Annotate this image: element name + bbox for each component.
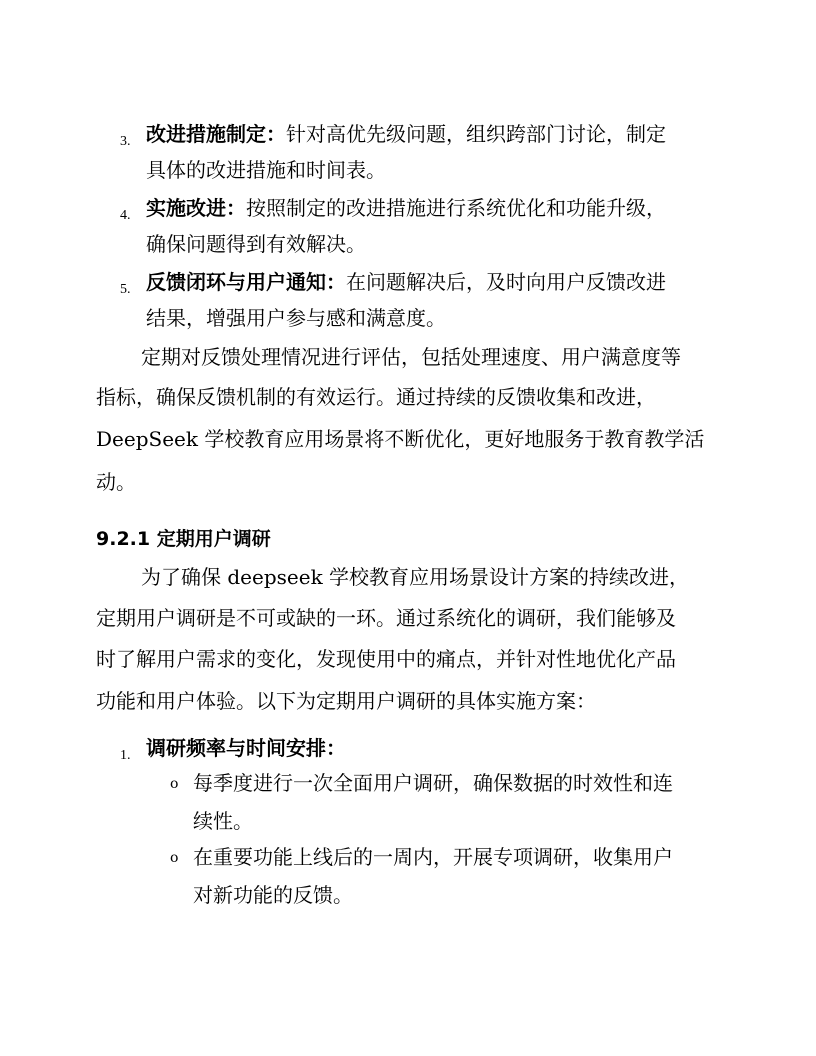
bullet-text: 在重要功能上线后的一周内，开展专项调研，收集用户 — [193, 845, 673, 869]
bullet-text: 每季度进行一次全面用户调研，确保数据的时效性和连 — [193, 771, 673, 795]
item-text-cont: 结果，增强用户参与感和满意度。 — [146, 306, 446, 330]
paragraph-line: 定期对反馈处理情况进行评估，包括处理速度、用户满意度等 — [141, 345, 681, 369]
list-number: 1. — [120, 748, 131, 763]
item-text: 按照制定的改进措施进行系统优化和功能升级， — [246, 196, 666, 220]
item-text: 在问题解决后，及时向用户反馈改进 — [346, 270, 666, 294]
paragraph-line: 时了解用户需求的变化，发现使用中的痛点，并针对性地优化产品 — [96, 647, 676, 671]
item-text: 针对高优先级问题，组织跨部门讨论，制定 — [286, 122, 666, 146]
paragraph-line: 功能和用户体验。以下为定期用户调研的具体实施方案： — [96, 689, 596, 713]
item-title: 反馈闭环与用户通知： — [146, 270, 346, 294]
section-heading: 9.2.1 定期用户调研 — [96, 528, 271, 550]
item-title: 改进措施制定： — [146, 122, 286, 146]
list-number: 4. — [120, 208, 131, 223]
paragraph-line: DeepSeek 学校教育应用场景将不断优化，更好地服务于教育教学活 — [96, 427, 705, 451]
item-text-cont: 具体的改进措施和时间表。 — [146, 158, 386, 182]
item-title: 调研频率与时间安排： — [146, 736, 346, 760]
paragraph-line: 定期用户调研是不可或缺的一环。通过系统化的调研，我们能够及 — [96, 606, 676, 630]
bullet-text-cont: 续性。 — [193, 809, 253, 833]
list-number: 5. — [120, 282, 131, 297]
bullet-text-cont: 对新功能的反馈。 — [193, 883, 353, 907]
paragraph-line: 动。 — [96, 470, 136, 494]
paragraph-line: 为了确保 deepseek 学校教育应用场景设计方案的持续改进， — [141, 565, 690, 589]
bullet-icon: o — [170, 850, 179, 866]
item-text-cont: 确保问题得到有效解决。 — [146, 232, 366, 256]
item-title: 实施改进： — [146, 196, 246, 220]
bullet-icon: o — [170, 776, 179, 792]
paragraph-line: 指标，确保反馈机制的有效运行。通过持续的反馈收集和改进， — [96, 385, 656, 409]
list-number: 3. — [120, 134, 131, 149]
